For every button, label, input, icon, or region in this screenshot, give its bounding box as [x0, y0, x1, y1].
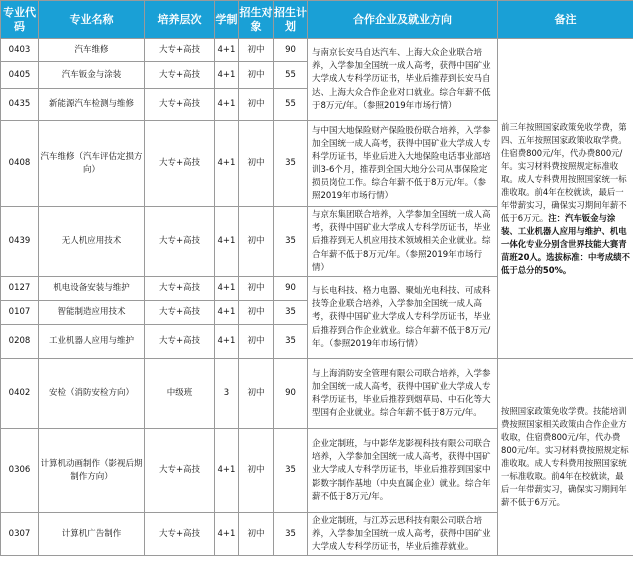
cell-cooperation: 企业定制班，与中影华龙影视科技有限公司联合培养，入学参加全国统一成人高考，获得中国矿业大学成人专科学历证书，毕业后推荐到国家中影数字制作基地（中央直属企业）就业。综合年薪不低于8万元/年。 [308, 429, 498, 513]
table-row [1, 359, 633, 429]
cell-target: 初中 [239, 429, 274, 513]
cell-years: 4+1 [215, 301, 239, 325]
cell-remark: 按照国家政策免收学费。技能培训费按照国家相关政策由合作企业方收取，住宿费800元/年，代办费800元/年。实习材料费按照规定标准收取。成人专科费用按照国家统一标准收取。前4年在校就读，最后一年带薪实习，确保实习期间年薪不低于6万元。 [498, 359, 633, 556]
cell-name: 机电设备安装与维护 [39, 277, 145, 301]
cell-level: 大专+高技 [145, 277, 215, 301]
cell-plan: 35 [274, 121, 308, 207]
header-row [1, 1, 633, 39]
cell-level: 大专+高技 [145, 39, 215, 62]
header-level: 培养层次 [145, 1, 215, 39]
cell-level: 大专+高技 [145, 121, 215, 207]
cell-plan: 55 [274, 89, 308, 121]
cell-years: 4+1 [215, 121, 239, 207]
cell-plan: 35 [274, 325, 308, 359]
cell-years: 4+1 [215, 207, 239, 277]
cell-target: 初中 [239, 301, 274, 325]
header-cooperation: 合作企业及就业方向 [308, 1, 498, 39]
table-row [1, 39, 633, 62]
cell-plan: 35 [274, 429, 308, 513]
cell-years: 4+1 [215, 62, 239, 89]
cell-name: 新能源汽车检测与维修 [39, 89, 145, 121]
cell-target: 初中 [239, 359, 274, 429]
cell-code: 0307 [1, 513, 39, 556]
cell-code: 0306 [1, 429, 39, 513]
cell-level: 大专+高技 [145, 325, 215, 359]
header-name: 专业名称 [39, 1, 145, 39]
cell-code: 0439 [1, 207, 39, 277]
cell-name: 工业机器人应用与维护 [39, 325, 145, 359]
cell-name: 汽车钣金与涂装 [39, 62, 145, 89]
cell-code: 0403 [1, 39, 39, 62]
cell-remark [498, 39, 633, 359]
cell-target: 初中 [239, 89, 274, 121]
cell-plan: 35 [274, 513, 308, 556]
remark-note: 注：汽车钣金与涂装、工业机器人应用与维护、机电一体化专业分别含世界技能大赛青苗班20人。选拔标准：中考成绩不低于总分的50%。 [501, 212, 630, 275]
cell-cooperation: 与长电科技、格力电器、聚灿光电科技、可成科技等企业联合培养，入学参加全国统一成人高考，获得中国矿业大学成人专科学历证书，毕业后推荐到合作企业就业。综合年薪不低于8万元/年。（参照2019年市场行情） [308, 277, 498, 359]
cell-code: 0408 [1, 121, 39, 207]
cell-cooperation: 与南京长安马自达汽车、上海大众企业联合培养，入学参加全国统一成人高考，获得中国矿业大学成人专科学历证书，毕业后推荐到长安马自达、上海大众合作企业对口就业。综合年薪不低于8万元/年。（参照2019年市场行情） [308, 39, 498, 121]
cell-years: 4+1 [215, 277, 239, 301]
cell-level: 大专+高技 [145, 62, 215, 89]
cell-years: 4+1 [215, 89, 239, 121]
cell-years: 4+1 [215, 429, 239, 513]
cell-name: 汽车维修 [39, 39, 145, 62]
cell-plan: 90 [274, 277, 308, 301]
cell-level: 大专+高技 [145, 513, 215, 556]
cell-cooperation: 与中国大地保险财产保险股份联合培养，入学参加全国统一成人高考，获得中国矿业大学成人专科学历证书，毕业后进入大地保险电话事业部培训3-6个月，推荐到全国大地分公司从事保险定损员岗位工作。综合年薪不低于8万元/年。（参照2019年市场行情） [308, 121, 498, 207]
header-remark: 备注 [498, 1, 633, 39]
cell-target: 初中 [239, 207, 274, 277]
cell-name: 智能制造应用技术 [39, 301, 145, 325]
cell-name: 汽车维修（汽车评估定损方向） [39, 121, 145, 207]
cell-name: 安检（消防安检方向） [39, 359, 145, 429]
cell-target: 初中 [239, 277, 274, 301]
header-years: 学制 [215, 1, 239, 39]
cell-level: 大专+高技 [145, 89, 215, 121]
cell-name: 无人机应用技术 [39, 207, 145, 277]
cell-level: 大专+高技 [145, 207, 215, 277]
cell-plan: 35 [274, 207, 308, 277]
cell-code: 0107 [1, 301, 39, 325]
cell-years: 4+1 [215, 513, 239, 556]
cell-years: 4+1 [215, 325, 239, 359]
header-plan: 招生计划 [274, 1, 308, 39]
cell-code: 0435 [1, 89, 39, 121]
cell-code: 0405 [1, 62, 39, 89]
cell-plan: 55 [274, 62, 308, 89]
cell-plan: 90 [274, 359, 308, 429]
cell-cooperation: 企业定制班，与江苏云思科技有限公司联合培养，入学参加全国统一成人高考，获得中国矿业大学成人专科学历证书，毕业后推荐就业。 [308, 513, 498, 556]
cell-plan: 90 [274, 39, 308, 62]
cell-plan: 35 [274, 301, 308, 325]
cell-cooperation: 与京东集团联合培养，入学参加全国统一成人高考，获得中国矿业大学成人专科学历证书，毕业后推荐到无人机应用技术领域相关企业就业。综合年薪不低于8万元/年。（参照2019年市场行情） [308, 207, 498, 277]
cell-target: 初中 [239, 325, 274, 359]
cell-target: 初中 [239, 513, 274, 556]
cell-years: 3 [215, 359, 239, 429]
cell-target: 初中 [239, 62, 274, 89]
cell-years: 4+1 [215, 39, 239, 62]
cell-name: 计算机广告制作 [39, 513, 145, 556]
cell-cooperation: 与上海消防安全管理有限公司联合培养，入学参加全国统一成人高考，获得中国矿业大学成人专科学历证书，毕业后推荐到烟草局、中石化等大型国有企业就业。综合年薪不低于8万元/年。 [308, 359, 498, 429]
header-code: 专业代码 [1, 1, 39, 39]
cell-level: 中级班 [145, 359, 215, 429]
cell-code: 0402 [1, 359, 39, 429]
cell-level: 大专+高技 [145, 429, 215, 513]
remark-text: 前三年按照国家政策免收学费，第四、五年按照国家政策收取学费。住宿费800元/年，代办费800元/年。实习材料费按照规定标准收取。成人专科费用按照国家统一标准收取。前4年在校就读，最后一年带薪实习，确保实习期间年薪不低于6万元。 [501, 121, 627, 223]
cell-target: 初中 [239, 121, 274, 207]
header-target: 招生对象 [239, 1, 274, 39]
cell-code: 0208 [1, 325, 39, 359]
cell-target: 初中 [239, 39, 274, 62]
cell-level: 大专+高技 [145, 301, 215, 325]
cell-code: 0127 [1, 277, 39, 301]
cell-name: 计算机动画制作（影视后期制作方向） [39, 429, 145, 513]
